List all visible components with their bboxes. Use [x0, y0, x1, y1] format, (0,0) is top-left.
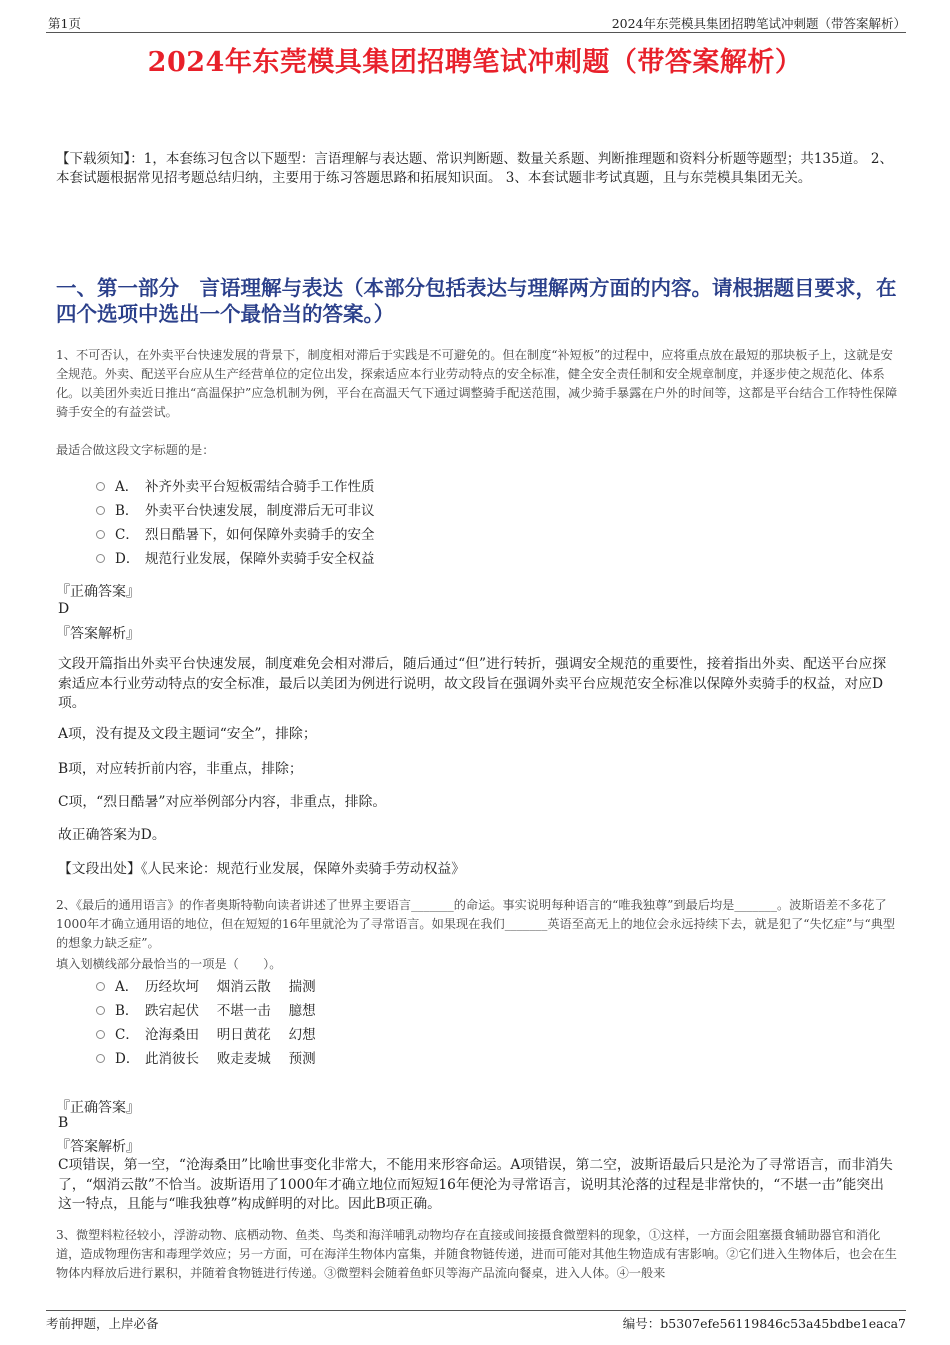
radio-icon[interactable] — [96, 1054, 105, 1063]
radio-icon[interactable] — [96, 506, 105, 515]
question-2-text: 2、《最后的通用语言》的作者奥斯特勒向读者讲述了世界主要语言_______的命运。事实说明每种语言的“唯我独尊”到最后均是_______。波斯语差不多花了1000年才确立通用语的地位，但在短短的16年里就沦为了寻常语言。如果现在我们_______英语至高无上的地位会永远持续下去，就是犯了“失忆症”与“典型的想象力缺乏症”。 — [56, 898, 896, 950]
footer-divider — [46, 1310, 906, 1311]
option-text: 沧海桑田 明日黄花 幻想 — [145, 1027, 316, 1043]
option-a[interactable]: A． 补齐外卖平台短板需结合骑手工作性质 — [96, 473, 796, 497]
question-1-prompt: 最适合做这段文字标题的是： — [56, 443, 215, 457]
radio-icon[interactable] — [96, 982, 105, 991]
analysis-line: B项，对应转折前内容，非重点，排除； — [58, 761, 303, 777]
analysis-line: A项，没有提及文段主题词“安全”，排除； — [58, 726, 317, 742]
document-id: 编号：b5307efe56119846c53a45bdbe1eaca7 — [622, 1316, 906, 1331]
radio-icon[interactable] — [96, 1030, 105, 1039]
radio-icon[interactable] — [96, 482, 105, 491]
option-text: 外卖平台快速发展，制度滞后无可非议 — [145, 503, 375, 519]
radio-icon[interactable] — [96, 554, 105, 563]
option-c[interactable]: C． 烈日酷暑下，如何保障外卖骑手的安全 — [96, 521, 796, 545]
option-c[interactable]: C． 沧海桑田 明日黄花 幻想 — [96, 1021, 796, 1045]
option-text: 此消彼长 败走麦城 预测 — [145, 1051, 316, 1067]
answer-value: D — [58, 601, 70, 617]
question-1-text: 1、不可否认，在外卖平台快速发展的背景下，制度相对滞后于实践是不可避免的。但在制度“补短板”的过程中，应将重点放在最短的那块板子上，这就是安全规范。外卖、配送平台应从生产经营单位的定位出发，探索适应本行业劳动特点的安全标准，健全安全责任制和安全规章制度，并逐步使之规范化、体系化。以美团外卖近日推出“高温保护”应急机制为例，平台在高温天气下通过调整骑手配送范围，减少骑手暴露在户外的时间等，这都是平台结合工作特性保障骑手安全的有益尝试。 — [56, 348, 898, 419]
question-3-text: 3、微塑料粒径较小，浮游动物、底栖动物、鱼类、鸟类和海洋哺乳动物均存在直接或间接摄食微塑料的现象，①这样，一方面会阻塞摄食辅助器官和消化道，造成物理伤害和毒理学效应；另一方面，可在海洋生物体内富集，并随食物链传递，进而可能对其他生物造成有害影响。②它们进入生物体后，也会在生物体内释放后进行累积，并随着食物链进行传递。③微塑料会随着鱼虾贝等海产品流向餐桌，进入人体。④一般来 — [56, 1228, 897, 1280]
option-d[interactable]: D． 规范行业发展，保障外卖骑手安全权益 — [96, 545, 796, 569]
radio-icon[interactable] — [96, 530, 105, 539]
option-d[interactable]: D． 此消彼长 败走麦城 预测 — [96, 1045, 796, 1069]
download-notice: 【下载须知】：1，本套练习包含以下题型：言语理解与表达题、常识判断题、数量关系题、判断推理题和资料分析题等题型；共135道。 2、本套试题根据常见招考题总结归纳，主要用于练习答题思路和拓展知识面。 3、本套试题非考试真题，且与东莞模具集团无关。 — [56, 151, 893, 186]
option-text: 规范行业发展，保障外卖骑手安全权益 — [145, 551, 375, 567]
option-b[interactable]: B． 跌宕起伏 不堪一击 臆想 — [96, 997, 796, 1021]
option-text: 补齐外卖平台短板需结合骑手工作性质 — [145, 479, 375, 495]
answer-value: B — [58, 1115, 69, 1131]
page-title: 2024年东莞模具集团招聘笔试冲刺题（带答案解析） — [147, 47, 803, 78]
answer-label: 『正确答案』 — [56, 584, 140, 600]
analysis-label: 『答案解析』 — [56, 626, 140, 642]
header-divider — [46, 32, 906, 33]
analysis-paragraph: 文段开篇指出外卖平台快速发展，制度难免会相对滞后，随后通过“但”进行转折，强调安全规范的重要性，接着指出外卖、配送平台应探索适应本行业劳动特点的安全标准，最后以美团为例进行说明，故文段旨在强调外卖平台应规范安全标准以保障外卖骑手的权益，对应D项。 — [58, 656, 887, 711]
radio-icon[interactable] — [96, 1006, 105, 1015]
running-header-title: 2024年东莞模具集团招聘笔试冲刺题（带答案解析） — [611, 16, 906, 31]
option-b[interactable]: B． 外卖平台快速发展，制度滞后无可非议 — [96, 497, 796, 521]
question-2-options — [96, 973, 796, 1069]
section-title: 一、第一部分 言语理解与表达（本部分包括表达与理解两方面的内容。请根据题目要求，在四个选项中选出一个最恰当的答案。） — [56, 276, 897, 326]
footer-slogan: 考前押题，上岸必备 — [46, 1316, 159, 1331]
option-text: 历经坎坷 烟消云散 揣测 — [145, 979, 316, 995]
question-1-options — [96, 473, 796, 569]
page-number: 第1页 — [48, 16, 81, 31]
analysis-conclusion: 故正确答案为D。 — [58, 827, 166, 843]
answer-label: 『正确答案』 — [56, 1100, 140, 1116]
option-a[interactable]: A． 历经坎坷 烟消云散 揣测 — [96, 973, 796, 997]
analysis-label: 『答案解析』 — [56, 1139, 140, 1155]
option-text: 烈日酷暑下，如何保障外卖骑手的安全 — [145, 527, 375, 543]
question-2-prompt: 填入划横线部分最恰当的一项是（ ）。 — [56, 957, 282, 971]
source-citation: 【文段出处】《人民来论：规范行业发展，保障外卖骑手劳动权益》 — [58, 861, 466, 877]
option-text: 跌宕起伏 不堪一击 臆想 — [145, 1003, 316, 1019]
analysis-paragraph: C项错误，第一空，“沧海桑田”比喻世事变化非常大，不能用来形容命运。A项错误，第二空，波斯语最后只是沦为了寻常语言，而非消失了，“烟消云散”不恰当。波斯语用了1000年才确立地位而短短16年便沦为寻常语言，说明其沦落的过程是非常快的，“不堪一击”能突出这一特点，且能与“唯我独尊”构成鲜明的对比。因此B项正确。 — [58, 1157, 893, 1212]
analysis-line: C项，“烈日酷暑”对应举例部分内容，非重点，排除。 — [58, 794, 387, 810]
